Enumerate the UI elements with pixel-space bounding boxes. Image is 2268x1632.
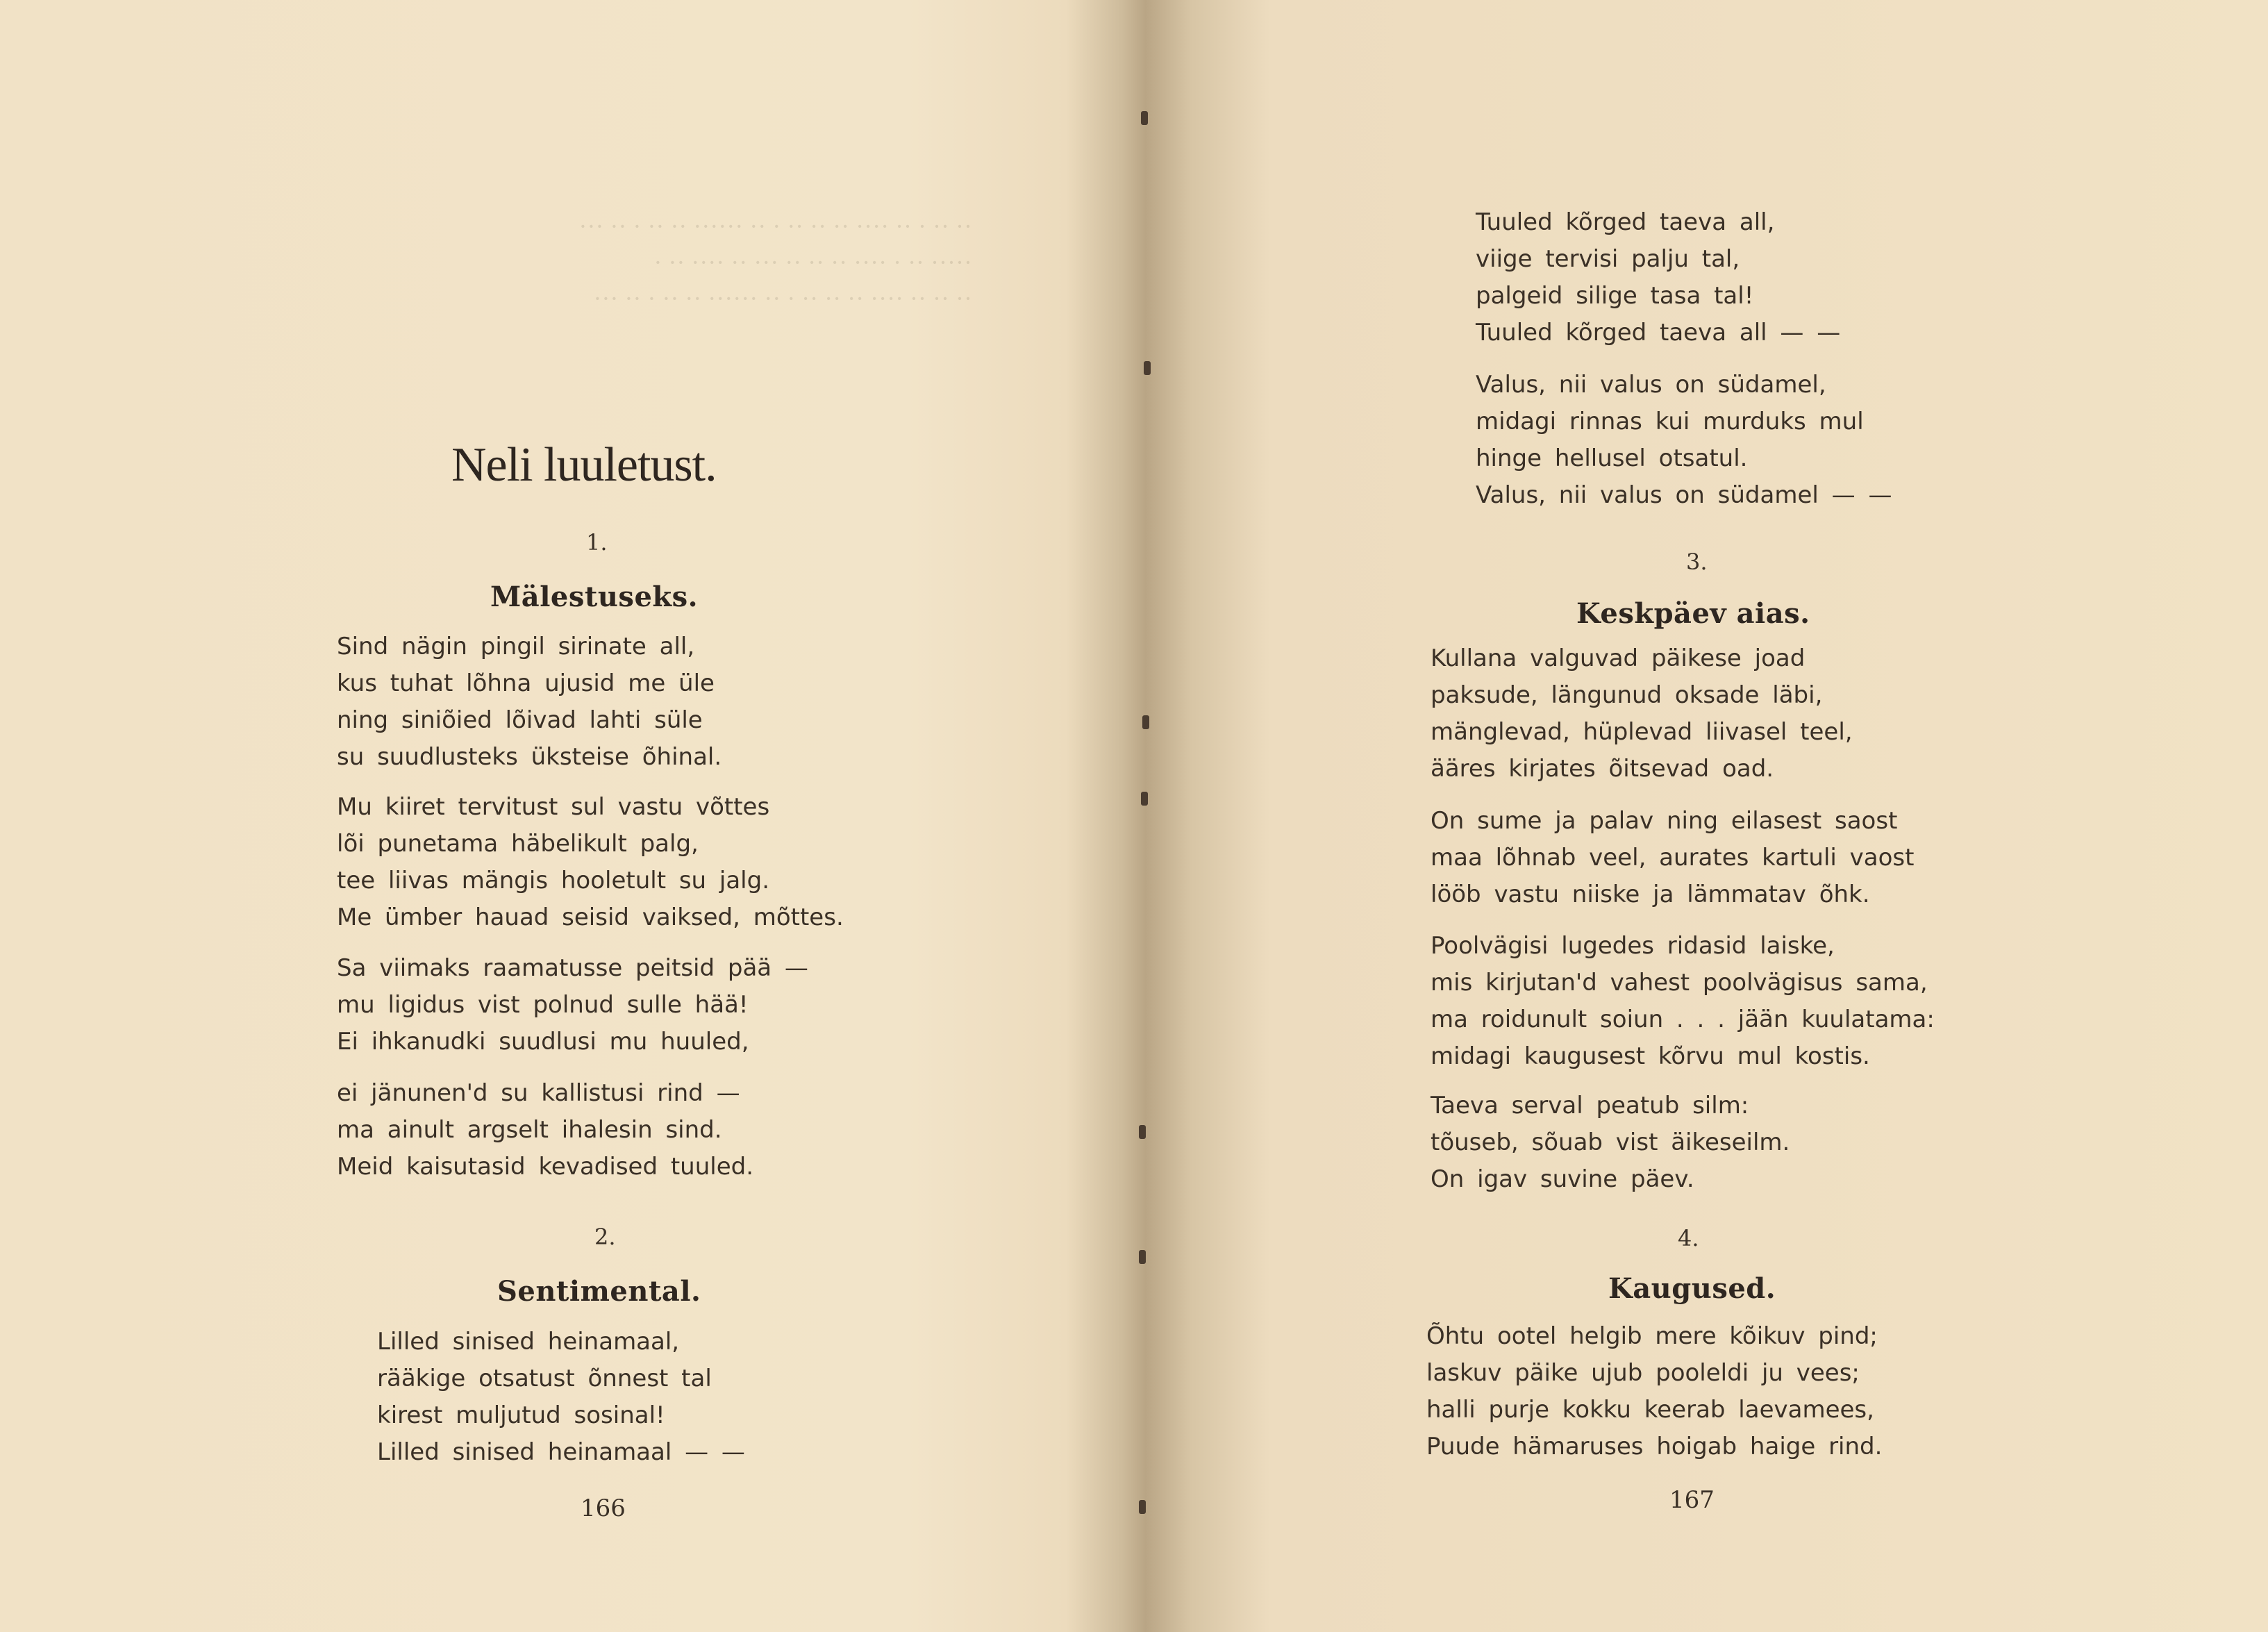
poem-line: Tuuled kõrged taeva all — — — [1476, 319, 1841, 347]
poem-stanza — [337, 789, 844, 936]
poem-line: ma ainult argselt ihalesin sind. — [337, 1116, 722, 1144]
poem-stanza — [337, 1075, 753, 1185]
poem-title: Keskpäev aias. — [1576, 597, 1810, 630]
poem-title: Mälestuseks. — [490, 581, 699, 613]
poem-line: laskuv päike ujub pooleldi ju vees; — [1426, 1359, 1860, 1387]
poem-line: viige tervisi palju tal, — [1476, 245, 1740, 273]
poem-line: On sume ja palav ning eilasest saost — [1431, 807, 1898, 835]
poem-line: maa lõhnab veel, aurates kartuli vaost — [1431, 844, 1915, 872]
poem-line: Lilled sinised heinamaal, — [377, 1328, 680, 1356]
poem-line: midagi kaugusest kõrvu mul kostis. — [1431, 1042, 1870, 1070]
poem-line: mänglevad, hüplevad liivasel teel, — [1431, 718, 1853, 746]
poem-line: Valus, nii valus on südamel, — [1476, 371, 1826, 399]
poem-line: Sind nägin pingil sirinate all, — [337, 633, 695, 660]
poem-line: Valus, nii valus on südamel — — — [1476, 481, 1892, 509]
page-heading: Neli luuletust. — [451, 438, 717, 492]
poem-number: 2. — [594, 1224, 616, 1250]
poem-line: Lilled sinised heinamaal — — — [377, 1438, 745, 1466]
poem-line: lõi punetama häbelikult palg, — [337, 830, 699, 858]
poem-line: ning siniõied lõivad lahti süle — [337, 706, 703, 734]
poem-line: Tuuled kõrged taeva all, — [1476, 208, 1775, 236]
bleed-through-text: ·· ·· · ·· ···· ·· ·· ·· · ·· ······ ·· ·· · ·· ··· ····· ·· · ···· ·· ·· ·· ··· ·· ···· ·· · ·· ·· ·· ···· ·· ·· ·· · ·· ······ ·· ·· · ·· ··· — [578, 213, 972, 313]
poem-title: Kaugused. — [1608, 1272, 1776, 1305]
poem-line: su suudlusteks üksteise õhinal. — [337, 743, 722, 771]
poem-line: ääres kirjates õitsevad oad. — [1431, 755, 1774, 783]
poem-line: Puude hämaruses hoigab haige rind. — [1426, 1433, 1883, 1460]
poem-stanza — [1431, 803, 1914, 913]
poem-line: Kullana valguvad päikese joad — [1431, 644, 1806, 672]
poem-line: kus tuhat lõhna ujusid me üle — [337, 669, 715, 697]
poem-line: palgeid silige tasa tal! — [1476, 282, 1754, 310]
poem-line: Meid kaisutasid kevadised tuuled. — [337, 1153, 754, 1181]
page-number: 166 — [581, 1494, 626, 1522]
poem-line: paksude, längunud oksade läbi, — [1431, 681, 1823, 709]
poem-line: midagi rinnas kui murduks mul — [1476, 408, 1864, 435]
poem-line: kirest muljutud sosinal! — [377, 1401, 665, 1429]
poem-stanza — [1431, 1088, 1790, 1198]
poem-line: Ei ihkanudki suudlusi mu huuled, — [337, 1028, 749, 1056]
poem-line: On igav suvine päev. — [1431, 1165, 1694, 1193]
poem-line: mis kirjutan'd vahest poolvägisus sama, — [1431, 969, 1928, 997]
poem-line: Poolvägisi lugedes ridasid laiske, — [1431, 932, 1835, 960]
poem-line: Õhtu ootel helgib mere kõikuv pind; — [1426, 1322, 1878, 1350]
poem-line: lööb vastu niiske ja lämmatav õhk. — [1431, 881, 1870, 908]
poem-line: rääkige otsatust õnnest tal — [377, 1365, 712, 1392]
poem-line: halli purje kokku keerab laevamees, — [1426, 1396, 1874, 1424]
poem-stanza — [1431, 928, 1935, 1075]
poem-line: ma roidunult soiun . . . jään kuulatama: — [1431, 1006, 1935, 1033]
poem-number: 3. — [1686, 549, 1708, 575]
poem-stanza — [1476, 204, 1840, 351]
poem-line: Taeva serval peatub silm: — [1431, 1092, 1749, 1119]
poem-line: tee liivas mängis hooletult su jalg. — [337, 867, 770, 894]
poem-line: ei jänunen'd su kallistusi rind — — [337, 1079, 740, 1107]
poem-stanza — [1476, 367, 1892, 514]
poem-title: Sentimental. — [497, 1275, 701, 1308]
poem-line: Me ümber hauad seisid vaiksed, mõttes. — [337, 904, 844, 931]
poem-line: hinge hellusel otsatul. — [1476, 444, 1748, 472]
right-page — [1139, 0, 2268, 1632]
poem-line: mu ligidus vist polnud sulle hää! — [337, 991, 749, 1019]
poem-line: Sa viimaks raamatusse peitsid pää — — [337, 954, 808, 982]
poem-number: 4. — [1678, 1225, 1699, 1251]
poem-stanza — [1431, 640, 1853, 788]
poem-stanza — [377, 1324, 745, 1471]
poem-number: 1. — [586, 529, 608, 556]
poem-line: tõuseb, sõuab vist äikeseilm. — [1431, 1129, 1790, 1156]
poem-stanza — [337, 628, 722, 776]
poem-stanza — [337, 950, 808, 1060]
poem-stanza — [1426, 1318, 1882, 1465]
page-number: 167 — [1669, 1486, 1715, 1514]
poem-line: Mu kiiret tervitust sul vastu võttes — [337, 793, 770, 821]
